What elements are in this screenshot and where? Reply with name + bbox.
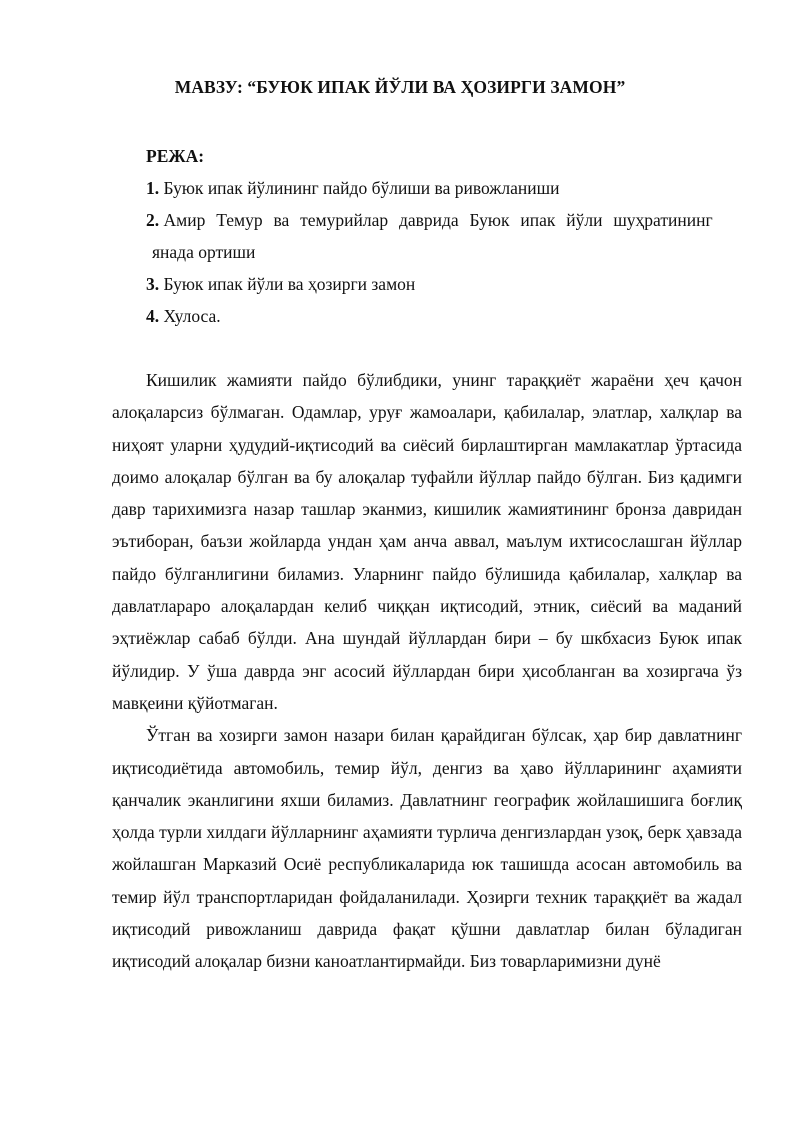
paragraph-1: Кишилик жамияти пайдо бўлибдики, унинг тараққиёт жараёни ҳеч қачон алоқаларсиз бўлмаган. Одамлар, уруғ жамоалари, қабилалар, элатлар, халқлар ва ниҳоят уларни ҳудудий-иқтисодий ва сиёсий бирлаштирган мамлакатлар ўртасида доимо алоқалар бўлган ва бу алоқалар туфайли йўллар пайдо бўлган. Биз қадимги давр тарихимизга назар ташлар эканмиз, кишилик жамиятининг бронза давридан эътиборан, баъзи жойларда ундан ҳам анча аввал, маълум ихтисослашган йўллар пайдо бўлганлигини биламиз. Уларнинг пайдо бўлишида қабилалар, халқлар ва давлатлараро алоқалардан келиб чиққан иқтисодий, этник, сиёсий ва маданий эҳтиёжлар сабаб бўлди. Ана шундай йўллардан бири – бу шкбхасиз Буюк ипак йўлидир. У ўша даврда энг асосий йўллардан бири ҳисобланган ва хозиргача ўз мавқеини қўйотмаган.: [112, 370, 742, 713]
document-title: МАВЗУ: “БУЮК ИПАК ЙЎЛИ ВА ҲОЗИРГИ ЗАМОН”: [174, 77, 626, 97]
plan-item-continuation: янада ортиши: [152, 242, 256, 262]
body-text: [112, 364, 742, 978]
plan-item-number: 3.: [146, 274, 160, 294]
plan-item-2: [146, 204, 742, 268]
plan-item-4: [146, 300, 742, 332]
plan-item-number: 4.: [146, 306, 160, 326]
plan-item-number: 2.: [146, 210, 160, 230]
plan-item-1: [146, 172, 742, 204]
plan-item-3: [146, 268, 742, 300]
plan-section: [146, 140, 742, 332]
plan-heading: РЕЖА:: [146, 146, 205, 166]
plan-item-text: Амир Темур ва темурийлар даврида Буюк ипак йўли шуҳратининг: [163, 210, 713, 230]
plan-item-text: Буюк ипак йўли ва ҳозирги замон: [163, 274, 416, 294]
paragraph-2: Ўтган ва хозирги замон назари билан қарайдиган бўлсак, ҳар бир давлатнинг иқтисодиётида автомобиль, темир йўл, денгиз ва ҳаво йўлларининг аҳамияти қанчалик эканлигини яхши биламиз. Давлатнинг географик жойлашишига боғлиқ ҳолда турли хилдаги йўлларнинг аҳамияти турлича денгизлардан узоқ, берк ҳавзада жойлашган Марказий Осиё республикаларида юк ташишда асосан автомобиль ва темир йўл транспортларидан фойдаланилади. Ҳозирги техник тараққиёт ва жадал иқтисодий ривожланиш даврида фақат қўшни давлатлар билан бўладиган иқтисодий алоқалар бизни каноатлантирмайди. Биз товарларимизни дунё: [112, 725, 742, 972]
plan-item-text: Хулоса.: [163, 306, 221, 326]
plan-item-text: Буюк ипак йўлининг пайдо бўлиши ва ривожланиши: [163, 178, 560, 198]
plan-item-number: 1.: [146, 178, 160, 198]
